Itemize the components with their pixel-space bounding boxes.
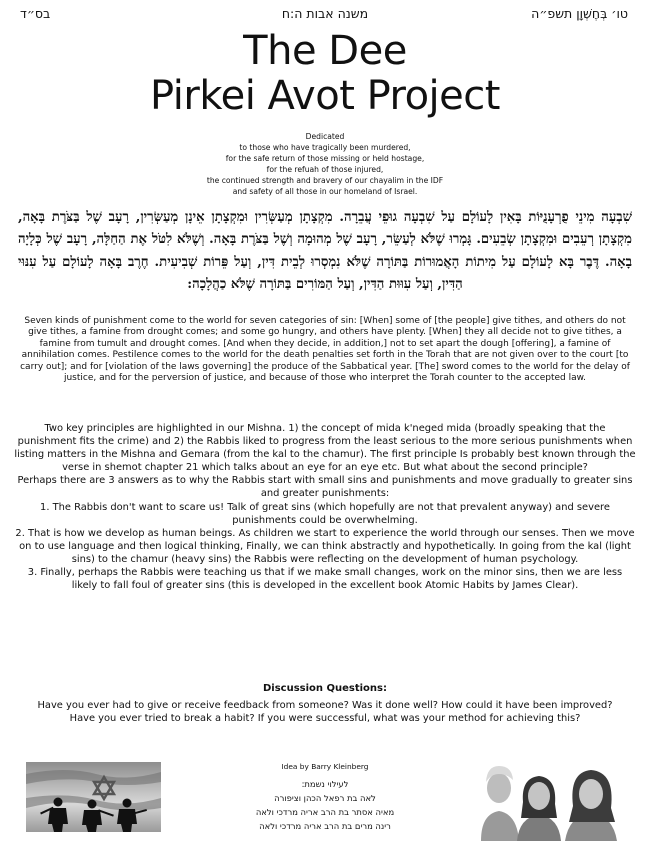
header-left-text: בס״ד <box>20 6 51 21</box>
page-title-line-1: The Dee <box>243 28 407 74</box>
author-credit: Idea by Barry Kleinberg <box>281 762 369 771</box>
commentary-paragraph: 2. That is how we develop as human beings. As children we start to experience the world through our senses. Then we move on to use language and then logical thinking, Finally, we can think abstractly and hypothetically. In going from the kal (light sins) to the chamur (heavy sins) the Rabbis were reflecting on the development of human psychology. <box>15 527 635 565</box>
discussion-question: Have you ever had to give or receive feedback from someone? Was it done well? How could it have been improved? <box>37 700 613 711</box>
portrait-right <box>565 770 617 841</box>
soldier-silhouettes <box>40 798 147 833</box>
header-source-reference: משנה אבות ה:ח <box>281 6 369 21</box>
commentary-paragraph: 3. Finally, perhaps the Rabbis were teaching us that if we make small changes, work on the minor sins, then we are less likely to fall foul of greater sins (this is developed in the excellent book Atomic Habits by James Clear). <box>27 567 623 592</box>
commentary-paragraph: 1. The Rabbis don't want to scare us! Talk of great sins (which hopefully are not that prevalent anyway) and severe punishments could be overwhelming. <box>40 501 610 526</box>
commentary-paragraph: Perhaps there are 3 answers as to why the Rabbis start with small sins and punishments and move gradually to greater sins and greater punishments: <box>17 475 633 500</box>
mishnah-translation: Seven kinds of punishment come to the world for seven categories of sin: [When] some of [the people] give tithes, and others do not give tithes, a famine from drought comes; and some go hungry, and others have plenty. [When] they all decide not to give tithes, a famine from tumult and drought comes. [And when they decide, in addition,] not to set apart the dough [offering], a famine of annihilation comes. Pestilence comes to the world for the death penalties set forth in the Torah that are not given over to the court [to carry out]; and for [violation of the laws governing] the produce of the Sabbatical year. [The] sword comes to the world for the delay of justice, and for the perversion of justice, and because of those who interpret the Torah counter to the accepted law. <box>20 316 630 384</box>
header-hebrew-date: טו׳ בְּחֶשְׁוָן תשפ״ה <box>531 6 628 21</box>
memorial-portraits-image <box>477 756 627 841</box>
discussion-heading: Discussion Questions: <box>262 683 388 694</box>
portrait-middle <box>517 776 561 841</box>
portrait-left <box>481 766 519 841</box>
dedication-block <box>0 131 650 197</box>
dedication-line: for the safe return of those missing or held hostage, <box>225 154 425 163</box>
dedication-line: the continued strength and bravery of our chayalim in the IDF <box>206 176 444 185</box>
dedication-line: Dedicated <box>305 132 345 141</box>
soldiers-flag-image <box>26 762 161 832</box>
dedication-line: to those who have tragically been murdered, <box>239 143 411 152</box>
memorial-line: מאיה אסתר בת הרב אריה מרדכי ולאה <box>255 807 395 817</box>
discussion-questions <box>30 699 620 725</box>
commentary-block <box>14 422 636 592</box>
commentary-paragraph: Two key principles are highlighted in our Mishna. 1) the concept of mida k'neged mida (broadly speaking that the punishment fits the crime) and 2) the Rabbis liked to progress from the least serious to the more serious punishments when listing matters in the Mishna and Gemara (from the kal to the chamur). The first principle Is probably best known through the verse in shemot chapter 21 which talks about an eye for an eye etc. But what about the second principle? <box>14 423 636 474</box>
dedication-line: for the refuah of those injured, <box>266 165 384 174</box>
memorial-line: לאה בת רפאל הכהן וציפורה <box>274 793 376 803</box>
dedication-line: and safety of all those in our homeland of Israel. <box>232 187 418 196</box>
mishnah-hebrew-text: שִׁבְעָה מִינֵי פֻרְעָנֻיּוֹת בָּאִין לָעוֹלָם עַל שִׁבְעָה גוּפֵי עֲבֵרָה. מִקְצָתָן מְעַשְּׂרִין וּמִקְצָתָן אֵינָן מְעַשְּׂרִין, רָעָב שֶׁל בַּצֹּרֶת בָּאָה, מִקְצָתָן רְעֵבִים וּמִקְצָתָן שְׂבֵעִים. גָּמְרוּ שֶׁלֹּא לְעַשֵּׂר, רָעָב שֶׁל מְהוּמָה וְשֶׁל בַּצֹּרֶת בָּאָה. וְשֶׁלֹּא לִטֹּל אֶת הַחַלָּה, רָעָב שֶׁל כְּלָיָה בָאָה. דֶּבֶר בָּא לָעוֹלָם עַל מִיתוֹת הָאֲמוּרוֹת בַּתּוֹרָה שֶׁלֹּא נִמְסְרוּ לְבֵית דִּין, וְעַל פֵּרוֹת שְׁבִיעִית. חֶרֶב בָּאָה לָעוֹלָם עַל עִנּוּי הַדִּין, וְעַל עִוּוּת הַדִּין, וְעַל הַמּוֹרִים בַּתּוֹרָה שֶׁלֹּא כַהֲלָכָה: <box>18 210 632 293</box>
discussion-question: Have you ever tried to break a habit? If you were successful, what was your method for achieving this? <box>69 713 581 725</box>
memorial-line: לעילוי נשמת: <box>301 779 349 789</box>
page-title-line-2: Pirkei Avot Project <box>150 73 500 119</box>
memorial-line: רינה מרים בת הרב אריה מרדכי ולאה <box>259 821 391 831</box>
